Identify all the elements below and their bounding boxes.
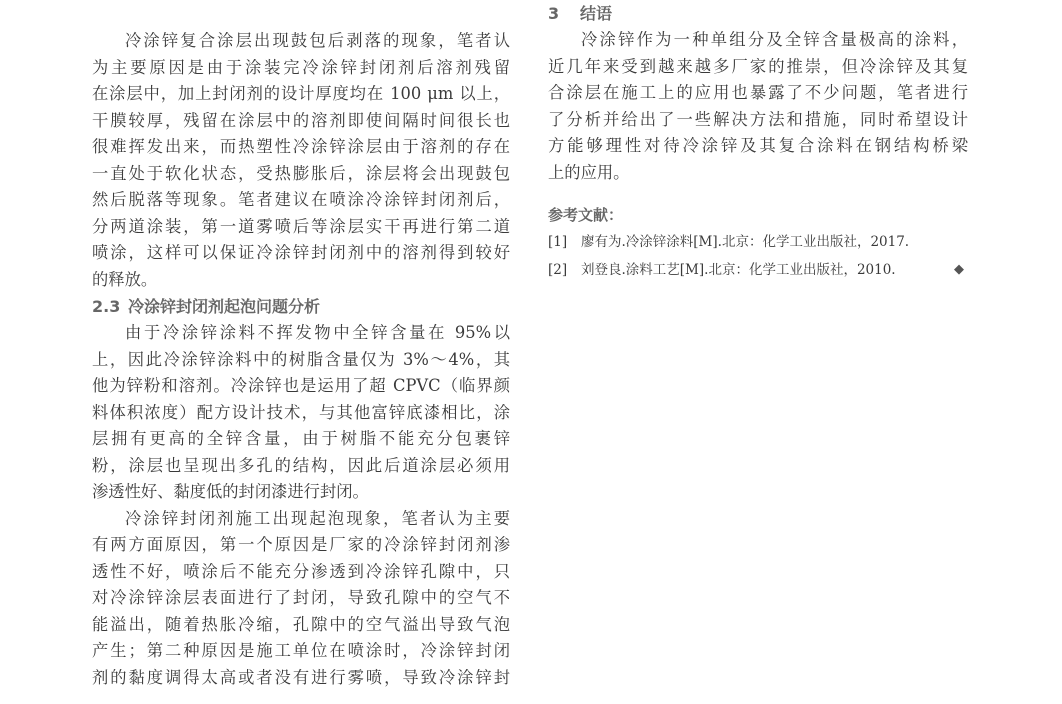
section-heading-2-3	[92, 293, 510, 320]
text-line: 冷涂锌复合涂层出现鼓包后剥落的现象，笔者认	[125, 31, 510, 50]
text-line: 渗透性好、黏度低的封闭漆进行封闭。	[92, 482, 369, 501]
text-line: 为主要原因是由于涂装完冷涂锌封闭剂后溶剂残留	[92, 57, 510, 77]
section-title: 结语	[580, 4, 613, 23]
text-line: 有两方面原因，第一个原因是厂家的冷涂锌封闭剂渗	[92, 535, 510, 554]
text-line: 了分析并给出了一些解决方法和措施，同时希望设计	[548, 109, 968, 129]
paragraph-blistering	[92, 28, 510, 293]
reference-number: [1]	[548, 234, 568, 250]
text-line: 分两道涂装，第一道雾喷后等涂层实干再进行第二道	[92, 216, 510, 236]
text-line: 在涂层中，加上封闭剂的设计厚度均在 100 μm 以上，	[92, 84, 510, 103]
references-heading: 参考文献：	[548, 206, 624, 224]
text-line: 层拥有更高的全锌含量，由于树脂不能充分包裹锌	[92, 429, 510, 448]
text-line: 料体积浓度）配方设计技术，与其他富锌底漆相比，涂	[92, 402, 510, 422]
text-line: 由于冷涂锌涂料不挥发物中全锌含量在 95%以	[125, 323, 510, 342]
text-line: 很难挥发出来，而热塑性冷涂锌涂层由于溶剂的存在	[92, 137, 510, 156]
text-line: 方能够理性对待冷涂锌及其复合涂料在钢结构桥梁	[548, 136, 968, 155]
text-line: 冷涂锌封闭剂施工出现起泡现象，笔者认为主要	[125, 508, 510, 528]
text-line: 喷涂，这样可以保证冷涂锌封闭剂中的溶剂得到较好	[92, 243, 510, 262]
text-line: 冷涂锌作为一种单组分及全锌含量极高的涂料，	[581, 30, 968, 49]
reference-item	[548, 228, 968, 256]
reference-number: [2]	[548, 262, 568, 278]
text-line: 近几年来受到越来越多厂家的推崇，但冷涂锌及其复	[548, 56, 968, 76]
reference-item	[548, 256, 968, 284]
text-line: 上，因此冷涂锌涂料中的树脂含量仅为 3%～4%，其	[92, 349, 510, 369]
text-line: 剂的黏度调得太高或者没有进行雾喷，导致冷涂锌封	[92, 667, 510, 687]
section-title: 冷涂锌封闭剂起泡问题分析	[128, 297, 321, 316]
left-column	[92, 0, 510, 691]
section-number: 3	[548, 4, 560, 23]
text-line: 粉，涂层也呈现出多孔的结构，因此后道涂层必须用	[92, 455, 510, 475]
right-column	[548, 0, 968, 284]
text-line: 他为锌粉和溶剂。冷涂锌也是运用了超 CPVC（临界颜	[92, 376, 510, 395]
end-of-article-diamond-icon: ◆	[954, 262, 964, 277]
text-line: 产生；第二种原因是施工单位在喷涂时，冷涂锌封闭	[92, 641, 510, 660]
text-line: 上的应用。	[548, 162, 630, 182]
text-line: 合涂层在施工上的应用也暴露了不少问题，笔者进行	[548, 83, 968, 102]
text-line: 能溢出，随着热胀冷缩，孔隙中的空气溢出导致气泡	[92, 614, 510, 634]
paragraph-conclusion	[548, 27, 968, 186]
text-line: 对冷涂锌涂层表面进行了封闭，导致孔隙中的空气不	[92, 588, 510, 607]
text-line: 一直处于软化状态，受热膨胀后，涂层将会出现鼓包	[92, 163, 510, 183]
paragraph-bubbling	[92, 506, 510, 692]
text-line: 然后脱落等现象。笔者建议在喷涂冷涂锌封闭剂后，	[92, 190, 510, 209]
text-line: 的释放。	[92, 269, 158, 289]
reference-text: 刘登良.涂料工艺[M].北京：化学工业出版社，2010.	[581, 262, 896, 278]
section-number: 2.3	[92, 297, 121, 316]
paragraph-cpvc	[92, 320, 510, 506]
reference-text: 廖有为.冷涂锌涂料[M].北京：化学工业出版社，2017.	[581, 234, 910, 250]
section-heading-3	[548, 0, 968, 27]
text-line: 干膜较厚，残留在涂层中的溶剂即使间隔时间很长也	[92, 110, 510, 130]
text-line: 透性不好，喷涂后不能充分渗透到冷涂锌孔隙中，只	[92, 561, 510, 581]
